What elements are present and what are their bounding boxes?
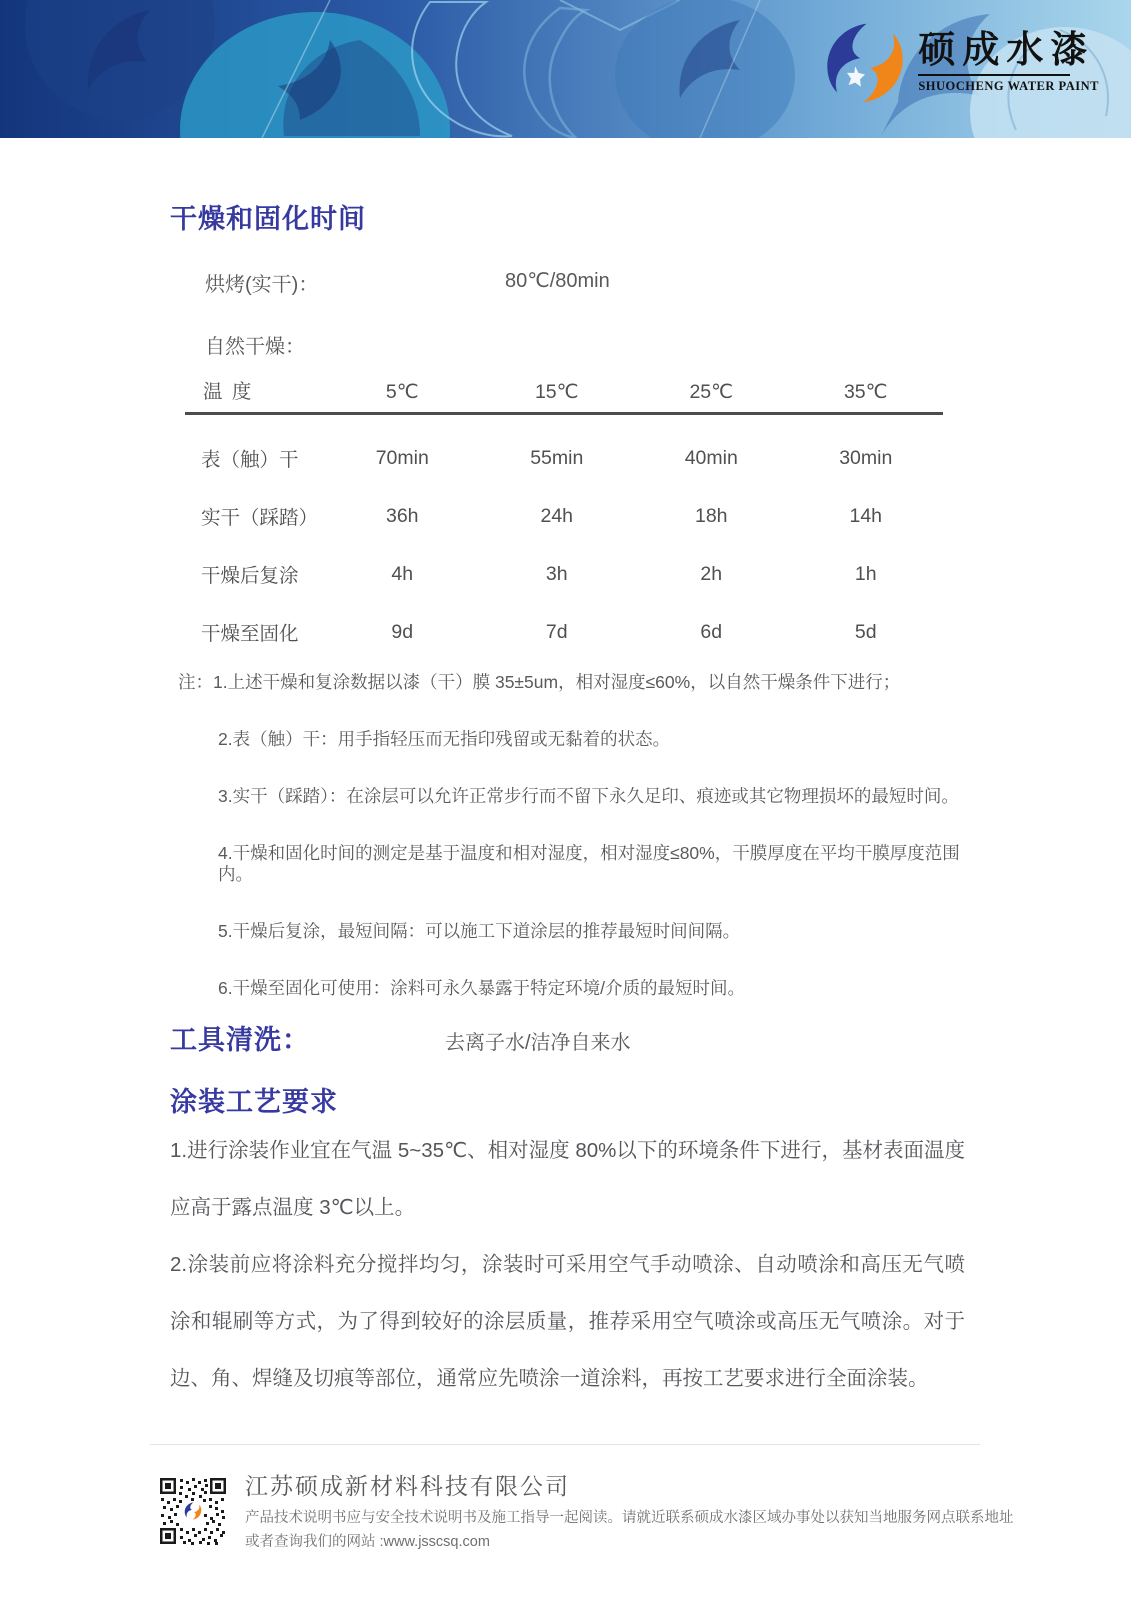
brand-emblem-icon <box>824 22 906 104</box>
row-label: 干燥至固化 <box>201 623 299 645</box>
table-header-temperature: 温 度 <box>203 381 254 403</box>
row-value: 36h <box>385 504 419 527</box>
brand-name-chinese: 硕成水漆 <box>918 30 1095 72</box>
brand-text-block <box>918 32 1099 94</box>
row-value: 1h <box>854 562 877 585</box>
brand-divider <box>918 74 1070 76</box>
baking-label: 烘烤(实干)： <box>205 274 319 296</box>
table-header-15c: 15℃ <box>534 381 579 403</box>
row-value: 2h <box>700 562 723 585</box>
note-item: 3.实干（踩踏）：在涂层可以允许正常步行而不留下永久足印、痕迹或其它物理损坏的最短时间。 <box>218 786 959 806</box>
note-item: 6.干燥至固化可使用：涂料可永久暴露于特定环境/介质的最短时间。 <box>218 978 745 998</box>
table-row <box>185 487 943 545</box>
drying-notes <box>178 672 968 1035</box>
note-item: 4.干燥和固化时间的测定是基于温度和相对湿度，相对湿度≤80%，干膜厚度在平均干膜厚度范围内。 <box>218 843 960 884</box>
header-banner <box>0 0 1131 138</box>
section-title-process: 涂装工艺要求 <box>170 1087 338 1117</box>
row-value: 4h <box>391 562 414 585</box>
row-value: 30min <box>839 446 893 469</box>
footer-fine-line2: 或者查询我们的网站 :www.jsscsq.com <box>245 1534 490 1550</box>
footer-separator <box>150 1444 980 1445</box>
table-row <box>185 545 943 603</box>
footer-fine-line1: 产品技术说明书应与安全技术说明书及施工指导一起阅读。请就近联系硕成水漆区域办事处以获知当地服务网点联系地址 <box>245 1510 1014 1526</box>
row-value: 70min <box>375 446 429 469</box>
row-value: 18h <box>694 504 728 527</box>
note-item: 2.表（触）干：用手指轻压而无指印残留或无黏着的状态。 <box>218 729 671 749</box>
note-item: 注：1.上述干燥和复涂数据以漆（干）膜 35±5um，相对湿度≤60%，以自然干燥条件下进行； <box>178 672 901 692</box>
row-label: 表（触）干 <box>201 449 299 471</box>
cleaning-value: 去离子水/洁净自来水 <box>445 1032 631 1054</box>
process-paragraphs <box>170 1122 965 1407</box>
row-value: 7d <box>545 620 568 643</box>
drying-table <box>185 376 943 661</box>
brand-logo <box>824 22 1099 104</box>
row-label: 干燥后复涂 <box>201 565 299 587</box>
row-value: 55min <box>530 446 584 469</box>
section-title-cleaning: 工具清洗： <box>170 1025 310 1055</box>
footer-company-name: 江苏硕成新材料科技有限公司 <box>245 1473 570 1499</box>
row-label: 实干（踩踏） <box>201 507 319 529</box>
brand-name-english: SHUOCHENG WATER PAINT <box>918 78 1099 93</box>
process-paragraph: 1.进行涂装作业宜在气温 5~35℃、相对湿度 80%以下的环境条件下进行，基材表面温度应高于露点温度 3℃以上。 <box>170 1139 965 1219</box>
row-value: 40min <box>684 446 738 469</box>
row-value: 3h <box>545 562 568 585</box>
qr-code <box>158 1476 228 1546</box>
row-value: 14h <box>849 504 883 527</box>
drying-table-body <box>185 429 943 661</box>
footer-fine-print <box>245 1506 1045 1554</box>
natural-drying-label: 自然干燥： <box>205 336 305 358</box>
table-header-5c: 5℃ <box>385 381 419 403</box>
table-header-35c: 35℃ <box>843 381 888 403</box>
row-value: 6d <box>700 620 723 643</box>
row-value: 9d <box>391 620 414 643</box>
note-item: 5.干燥后复涂，最短间隔：可以施工下道涂层的推荐最短时间间隔。 <box>218 921 741 941</box>
section-title-drying: 干燥和固化时间 <box>170 204 366 234</box>
drying-table-header-row <box>185 376 943 415</box>
baking-value: 80℃/80min <box>505 270 610 292</box>
process-paragraph: 2.涂装前应将涂料充分搅拌均匀，涂装时可采用空气手动喷涂、自动喷涂和高压无气喷涂和辊刷等方式，为了得到较好的涂层质量，推荐采用空气喷涂或高压无气喷涂。对于边、角、焊缝及切痕等部位，通常应先喷涂一道涂料，再按工艺要求进行全面涂装。 <box>170 1253 965 1390</box>
row-value: 5d <box>854 620 877 643</box>
row-value: 24h <box>540 504 574 527</box>
table-header-25c: 25℃ <box>689 381 734 403</box>
table-row <box>185 429 943 487</box>
table-row <box>185 603 943 661</box>
